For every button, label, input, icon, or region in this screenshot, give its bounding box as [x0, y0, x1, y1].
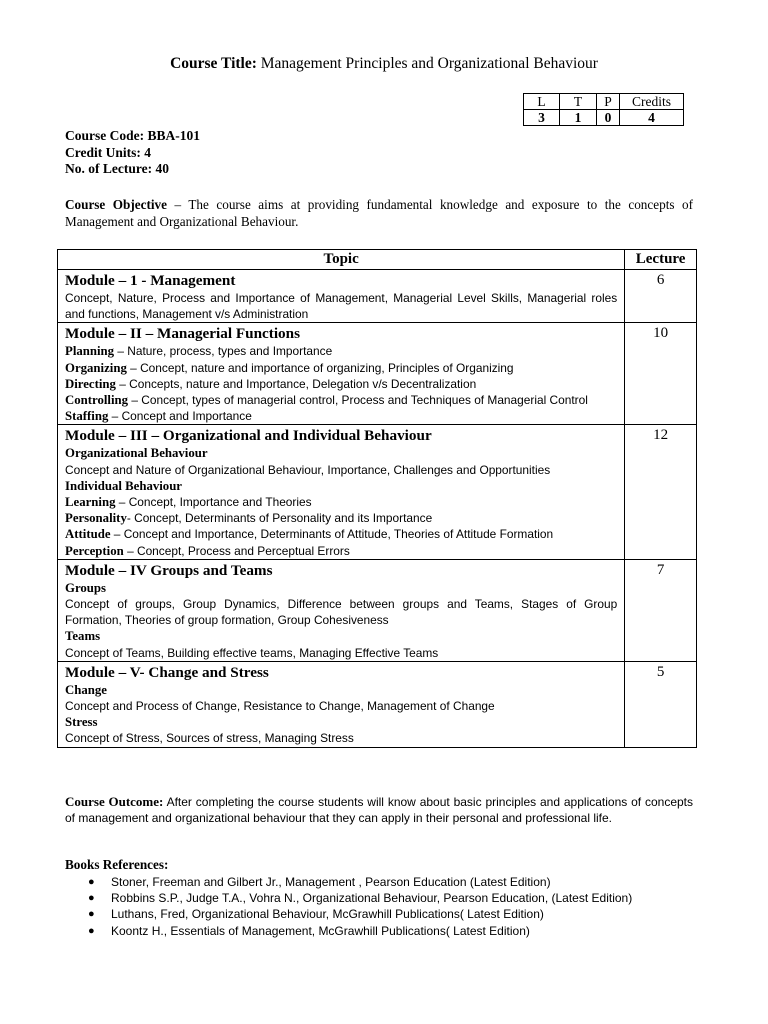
module-line-text: – Concept, types of managerial control, Process and Techniques of Managerial Control	[128, 393, 588, 408]
module-line-text: Concept and Process of Change, Resistance to Change, Management of Change	[65, 699, 495, 714]
module-topic-cell	[58, 270, 625, 323]
module-line	[65, 596, 617, 628]
module-row	[58, 323, 697, 425]
objective-text: – The course aims at providing fundamental knowledge and exposure to the concepts of Management and Organizational Behaviour.	[65, 197, 693, 229]
module-line-term: Personality	[65, 511, 127, 526]
module-title: Module – V- Change and Stress	[65, 663, 269, 681]
lecture-count: No. of Lecture: 40	[65, 161, 169, 176]
module-line	[65, 526, 617, 542]
module-line-text: - Concept, Determinants of Personality and its Importance	[126, 511, 433, 526]
module-line	[65, 645, 617, 661]
module-line	[65, 698, 617, 714]
module-row	[58, 425, 697, 559]
module-line	[65, 290, 617, 322]
module-row	[58, 270, 697, 323]
module-line	[65, 543, 617, 559]
book-reference	[88, 874, 694, 890]
module-lecture-count: 6	[625, 270, 697, 323]
ltp-header-p: P	[597, 94, 620, 110]
module-line-text: Concept of Teams, Building effective teams, Managing Effective Teams	[65, 645, 439, 660]
objective-label: Course Objective	[65, 197, 167, 212]
module-topic-cell	[58, 661, 625, 747]
book-reference	[88, 890, 694, 906]
credit-units: Credit Units: 4	[65, 144, 151, 160]
module-subheading: Teams	[65, 629, 101, 644]
course-outcome	[65, 794, 693, 826]
module-line-text: – Concept and Importance	[108, 409, 252, 424]
ltp-header-credits: Credits	[620, 94, 684, 110]
module-line-text: – Nature, process, types and Importance	[114, 344, 333, 359]
ltp-header-t: T	[560, 94, 597, 110]
module-line	[65, 376, 617, 392]
module-line-text: Concept of groups, Group Dynamics, Difference between groups and Teams, Stages of Group Formation, Theories of group formation, Group Cohesiveness	[65, 597, 618, 628]
course-title	[0, 55, 768, 73]
module-subheading: Individual Behaviour	[65, 478, 182, 493]
book-reference-text: Stoner, Freeman and Gilbert Jr., Management , Pearson Education (Latest Edition)	[111, 875, 551, 889]
module-line-text: – Concepts, nature and Importance, Delegation v/s Decentralization	[115, 376, 477, 391]
book-reference-text: Koontz H., Essentials of Management, McGrawhill Publications( Latest Edition)	[111, 923, 530, 938]
bullet-icon: ●	[88, 892, 95, 905]
module-title: Module – II – Managerial Functions	[65, 325, 300, 343]
module-line	[65, 730, 617, 746]
module-lecture-count: 7	[625, 559, 697, 661]
module-line-text: – Concept, nature and importance of organizing, Principles of Organizing	[126, 360, 514, 375]
topic-header: Topic	[58, 250, 625, 270]
book-reference	[88, 906, 694, 922]
module-title: Module – III – Organizational and Individual Behaviour	[65, 427, 432, 445]
ltp-value-t: 1	[560, 110, 597, 126]
bullet-icon: ●	[88, 924, 95, 937]
course-code: Course Code: BBA-101	[65, 128, 200, 143]
module-subheading: Organizational Behaviour	[65, 446, 208, 461]
module-line-text: – Concept, Process and Perceptual Errors	[123, 543, 350, 558]
module-line	[65, 494, 617, 510]
book-reference	[88, 923, 694, 939]
module-line-term: Learning	[65, 495, 116, 510]
module-line-text: – Concept, Importance and Theories	[115, 495, 312, 510]
module-line-term: Attitude	[65, 527, 111, 542]
module-lecture-count: 12	[625, 425, 697, 559]
module-line-text: Concept and Nature of Organizational Behaviour, Importance, Challenges and Opportunities	[65, 462, 551, 477]
ltp-value-credits: 4	[620, 110, 684, 126]
outcome-label: Course Outcome:	[65, 794, 164, 809]
module-subheading: Stress	[65, 715, 98, 730]
module-line-term: Planning	[65, 344, 115, 359]
module-line-text: Concept of Stress, Sources of stress, Managing Stress	[65, 731, 354, 746]
module-line	[65, 392, 617, 408]
module-lecture-count: 10	[625, 323, 697, 425]
module-topic-cell	[58, 323, 625, 425]
bullet-icon: ●	[88, 876, 95, 888]
module-title: Module – 1 - Management	[65, 272, 236, 289]
module-line	[65, 462, 617, 478]
module-line	[65, 408, 617, 424]
module-line-text: – Concept and Importance, Determinants of Attitude, Theories of Attitude Formation	[110, 527, 554, 542]
syllabus-table	[57, 249, 697, 748]
book-reference-text: Luthans, Fred, Organizational Behaviour, McGrawhill Publications( Latest Edition)	[111, 907, 544, 922]
module-line	[65, 360, 617, 376]
module-line-text: Concept, Nature, Process and Importance of Management, Managerial Level Skills, Managerial roles and functions, Management v/s Administration	[65, 291, 618, 322]
books-list	[88, 874, 694, 939]
module-row	[58, 661, 697, 747]
module-line	[65, 510, 617, 526]
course-meta	[65, 128, 200, 178]
ltp-header-l: L	[524, 94, 560, 110]
module-lecture-count: 5	[625, 661, 697, 747]
module-row	[58, 559, 697, 661]
module-line-term: Controlling	[65, 393, 129, 408]
course-title-text: Management Principles and Organizational Behaviour	[260, 55, 598, 72]
module-topic-cell	[58, 559, 625, 661]
modules-body	[58, 270, 697, 748]
course-objective	[65, 196, 693, 230]
module-line-term: Organizing	[65, 360, 127, 375]
books-heading: Books References:	[65, 857, 169, 872]
outcome-text: After completing the course students will know about basic principles and applications of concepts of management and organizational behaviour that they can apply in their personal and professional life.	[65, 795, 694, 825]
module-topic-cell	[58, 425, 625, 559]
ltp-value-l: 3	[524, 110, 560, 126]
module-line-term: Directing	[65, 376, 116, 391]
bullet-icon: ●	[88, 908, 95, 921]
module-line	[65, 343, 617, 359]
module-line-term: Staffing	[65, 409, 109, 424]
module-line-term: Perception	[65, 543, 124, 558]
ltp-credits-table	[523, 93, 684, 126]
module-title: Module – IV Groups and Teams	[65, 561, 273, 579]
module-subheading: Change	[65, 682, 107, 697]
course-title-label: Course Title:	[170, 55, 257, 72]
lecture-header: Lecture	[625, 250, 697, 270]
book-reference-text: Robbins S.P., Judge T.A., Vohra N., Organizational Behaviour, Pearson Education, (Latest Edition)	[111, 891, 633, 906]
module-subheading: Groups	[65, 580, 107, 595]
ltp-value-p: 0	[597, 110, 620, 126]
